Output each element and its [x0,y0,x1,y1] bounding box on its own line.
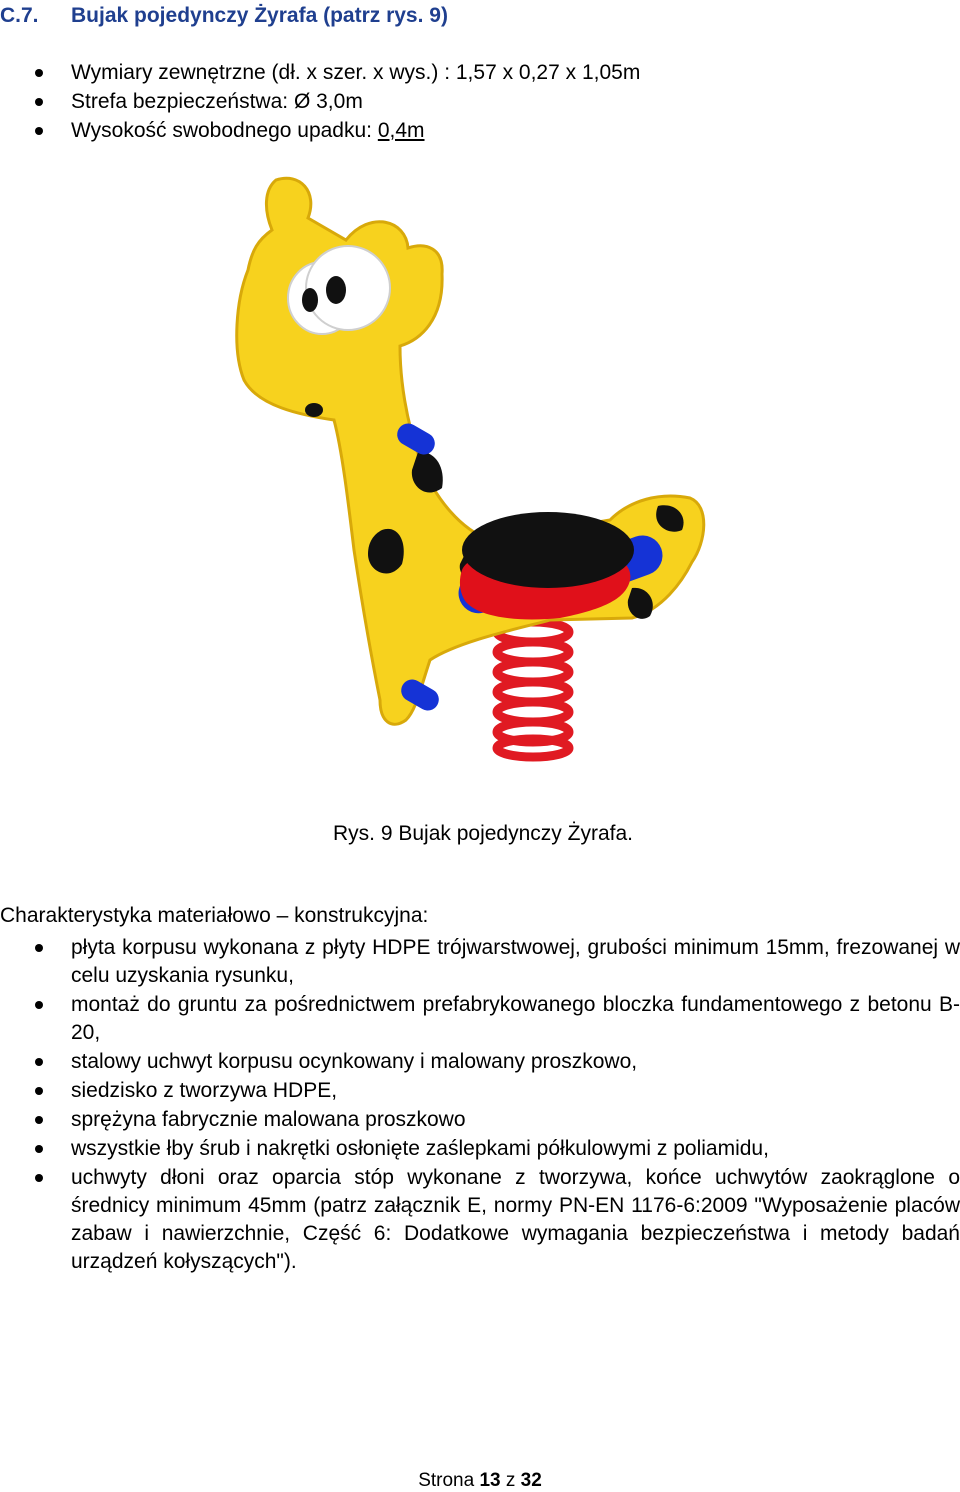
dimensions-list [0,58,960,145]
list-item [0,1106,960,1134]
list-item-text: uchwyty dłoni oraz oparcia stóp wykonane z tworzywa, końce uchwytów zaokrąglone o średnicy minimum 45mm (patrz załącznik E, normy PN-EN 1176-6:2009 "Wyposażenie placów zabaw i nawierzchnie, Część 6: Dodatkowe wymagania bezpieczeństwa i metody badań urządzeń kołyszących"). [71,1166,960,1273]
fall-height-value: 0,4m [377,119,425,142]
list-item [0,1164,960,1276]
dimensions-item-safety-zone [0,87,960,116]
giraffe-spring-rider-illustration [230,170,710,770]
fall-height-label: Wysokość swobodnego upadku: [71,119,378,142]
pupil-right [326,276,346,304]
footer-total-pages: 32 [520,1470,542,1491]
section-number: C.7. [0,4,39,27]
list-item [0,1077,960,1105]
nostril [305,403,323,417]
list-item-text: wszystkie łby śrub i nakrętki osłonięte zaślepkami półkulowymi z poliamidu, [71,1137,769,1160]
spring-coil [497,622,569,757]
pupil-left [302,288,318,312]
section-title: Bujak pojedynczy Żyrafa (patrz rys. 9) [71,4,448,27]
footer-separator: z [500,1470,521,1491]
footer-page-number: 13 [479,1470,501,1491]
footer-prefix: Strona [418,1470,480,1491]
eye-white-right [306,246,390,330]
list-item [0,1135,960,1163]
list-item [0,991,960,1047]
list-item [0,1048,960,1076]
list-item-text: płyta korpusu wykonana z płyty HDPE trójwarstwowej, grubości minimum 15mm, frezowanej w celu uzyskania rysunku, [71,936,960,987]
section-heading [0,4,960,32]
list-item-text: stalowy uchwyt korpusu ocynkowany i malowany proszkowo, [71,1050,638,1073]
dimensions-item-size [0,58,960,87]
seat [460,512,634,619]
characteristics-title: Charakterystyka materiałowo – konstrukcyjna: [0,904,429,927]
giraffe-body [237,178,704,724]
seat-top [462,512,634,588]
list-item-text: sprężyna fabrycznie malowana proszkowo [71,1108,466,1131]
figure-caption: Rys. 9 Bujak pojedynczy Żyrafa. [333,822,633,845]
page-footer [0,1470,960,1492]
characteristics-list [0,934,960,1277]
dimensions-item-fall-height [0,116,960,145]
list-item [0,934,960,990]
dimensions-item-safety-zone-text: Strefa bezpieczeństwa: Ø 3,0m [71,90,363,113]
dimensions-item-size-text: Wymiary zewnętrzne (dł. x szer. x wys.) : 1,57 x 0,27 x 1,05m [71,61,641,84]
giraffe-illustration-svg [230,170,710,770]
list-item-text: siedzisko z tworzywa HDPE, [71,1079,338,1102]
list-item-text: montaż do gruntu za pośrednictwem prefabrykowanego bloczka fundamentowego z betonu B-20, [71,993,960,1044]
